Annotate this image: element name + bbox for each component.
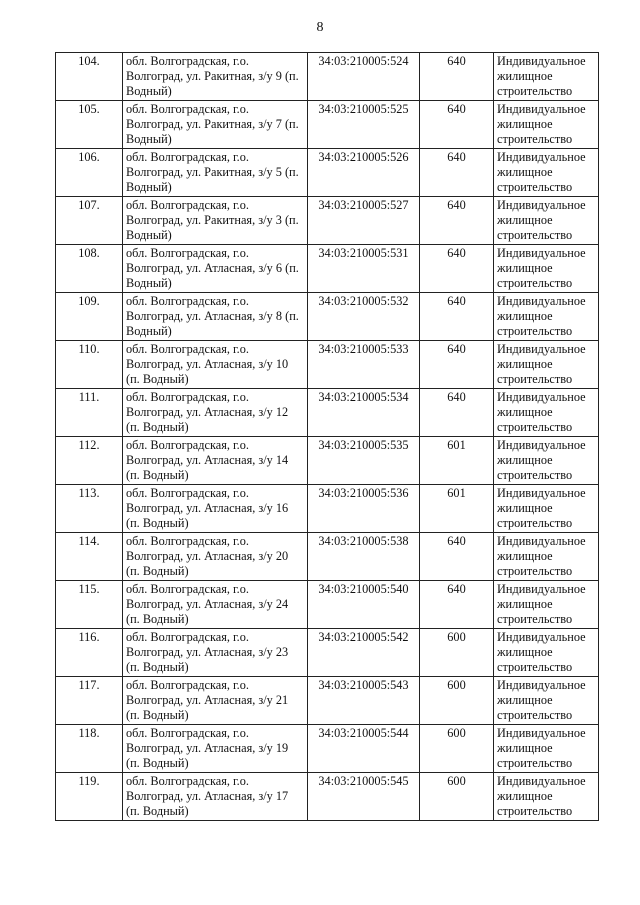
row-number: 104. [56,53,123,101]
row-number: 119. [56,773,123,821]
address-cell: обл. Волгоградская, г.о. Волгоград, ул. Атласная, з/у 8 (п. Водный) [123,293,308,341]
row-number: 116. [56,629,123,677]
permitted-use-cell: Индивидуальное жилищное строительство [494,101,599,149]
cadastral-number-cell: 34:03:210005:531 [308,245,420,293]
permitted-use-cell: Индивидуальное жилищное строительство [494,293,599,341]
area-cell: 640 [420,53,494,101]
table-row [56,581,599,629]
permitted-use-cell: Индивидуальное жилищное строительство [494,245,599,293]
cadastral-number-cell: 34:03:210005:543 [308,677,420,725]
area-cell: 640 [420,389,494,437]
area-cell: 640 [420,341,494,389]
address-cell: обл. Волгоградская, г.о. Волгоград, ул. Атласная, з/у 6 (п. Водный) [123,245,308,293]
cadastral-number-cell: 34:03:210005:544 [308,725,420,773]
cadastral-number-cell: 34:03:210005:545 [308,773,420,821]
cadastral-number-cell: 34:03:210005:524 [308,53,420,101]
area-cell: 600 [420,773,494,821]
area-cell: 600 [420,725,494,773]
table-row [56,629,599,677]
row-number: 108. [56,245,123,293]
row-number: 113. [56,485,123,533]
table-row [56,773,599,821]
cadastral-number-cell: 34:03:210005:542 [308,629,420,677]
permitted-use-cell: Индивидуальное жилищное строительство [494,389,599,437]
table-row [56,389,599,437]
permitted-use-cell: Индивидуальное жилищное строительство [494,677,599,725]
row-number: 107. [56,197,123,245]
row-number: 105. [56,101,123,149]
address-cell: обл. Волгоградская, г.о. Волгоград, ул. Ракитная, з/у 9 (п. Водный) [123,53,308,101]
area-cell: 640 [420,101,494,149]
area-cell: 640 [420,197,494,245]
area-cell: 601 [420,437,494,485]
area-cell: 601 [420,485,494,533]
row-number: 117. [56,677,123,725]
permitted-use-cell: Индивидуальное жилищное строительство [494,485,599,533]
row-number: 106. [56,149,123,197]
cadastral-number-cell: 34:03:210005:538 [308,533,420,581]
cadastral-number-cell: 34:03:210005:536 [308,485,420,533]
table-row [56,197,599,245]
permitted-use-cell: Индивидуальное жилищное строительство [494,149,599,197]
table-row [56,677,599,725]
area-cell: 600 [420,629,494,677]
table-row [56,485,599,533]
permitted-use-cell: Индивидуальное жилищное строительство [494,53,599,101]
area-cell: 640 [420,533,494,581]
address-cell: обл. Волгоградская, г.о. Волгоград, ул. Атласная, з/у 16 (п. Водный) [123,485,308,533]
table-body [56,53,599,821]
permitted-use-cell: Индивидуальное жилищное строительство [494,773,599,821]
cadastral-number-cell: 34:03:210005:535 [308,437,420,485]
cadastral-number-cell: 34:03:210005:532 [308,293,420,341]
row-number: 111. [56,389,123,437]
address-cell: обл. Волгоградская, г.о. Волгоград, ул. Атласная, з/у 12 (п. Водный) [123,389,308,437]
address-cell: обл. Волгоградская, г.о. Волгоград, ул. Ракитная, з/у 5 (п. Водный) [123,149,308,197]
cadastral-number-cell: 34:03:210005:527 [308,197,420,245]
table-row [56,533,599,581]
area-cell: 640 [420,293,494,341]
address-cell: обл. Волгоградская, г.о. Волгоград, ул. Атласная, з/у 10 (п. Водный) [123,341,308,389]
row-number: 114. [56,533,123,581]
row-number: 109. [56,293,123,341]
table-row [56,293,599,341]
table-row [56,149,599,197]
cadastral-number-cell: 34:03:210005:526 [308,149,420,197]
table-row [56,341,599,389]
permitted-use-cell: Индивидуальное жилищное строительство [494,341,599,389]
area-cell: 640 [420,149,494,197]
page-number: 8 [316,20,324,35]
table-row [56,101,599,149]
address-cell: обл. Волгоградская, г.о. Волгоград, ул. Ракитная, з/у 7 (п. Водный) [123,101,308,149]
row-number: 115. [56,581,123,629]
address-cell: обл. Волгоградская, г.о. Волгоград, ул. Атласная, з/у 20 (п. Водный) [123,533,308,581]
row-number: 110. [56,341,123,389]
address-cell: обл. Волгоградская, г.о. Волгоград, ул. Атласная, з/у 23 (п. Водный) [123,629,308,677]
cadastral-number-cell: 34:03:210005:534 [308,389,420,437]
land-plots-table [55,52,599,821]
cadastral-number-cell: 34:03:210005:540 [308,581,420,629]
permitted-use-cell: Индивидуальное жилищное строительство [494,629,599,677]
permitted-use-cell: Индивидуальное жилищное строительство [494,197,599,245]
area-cell: 640 [420,245,494,293]
address-cell: обл. Волгоградская, г.о. Волгоград, ул. Ракитная, з/у 3 (п. Водный) [123,197,308,245]
address-cell: обл. Волгоградская, г.о. Волгоград, ул. Атласная, з/у 21 (п. Водный) [123,677,308,725]
permitted-use-cell: Индивидуальное жилищное строительство [494,581,599,629]
table-row [56,245,599,293]
table-row [56,725,599,773]
area-cell: 640 [420,581,494,629]
address-cell: обл. Волгоградская, г.о. Волгоград, ул. Атласная, з/у 19 (п. Водный) [123,725,308,773]
table-row [56,53,599,101]
row-number: 118. [56,725,123,773]
area-cell: 600 [420,677,494,725]
table-row [56,437,599,485]
permitted-use-cell: Индивидуальное жилищное строительство [494,725,599,773]
address-cell: обл. Волгоградская, г.о. Волгоград, ул. Атласная, з/у 14 (п. Водный) [123,437,308,485]
address-cell: обл. Волгоградская, г.о. Волгоград, ул. Атласная, з/у 17 (п. Водный) [123,773,308,821]
row-number: 112. [56,437,123,485]
address-cell: обл. Волгоградская, г.о. Волгоград, ул. Атласная, з/у 24 (п. Водный) [123,581,308,629]
cadastral-number-cell: 34:03:210005:525 [308,101,420,149]
permitted-use-cell: Индивидуальное жилищное строительство [494,533,599,581]
permitted-use-cell: Индивидуальное жилищное строительство [494,437,599,485]
cadastral-number-cell: 34:03:210005:533 [308,341,420,389]
